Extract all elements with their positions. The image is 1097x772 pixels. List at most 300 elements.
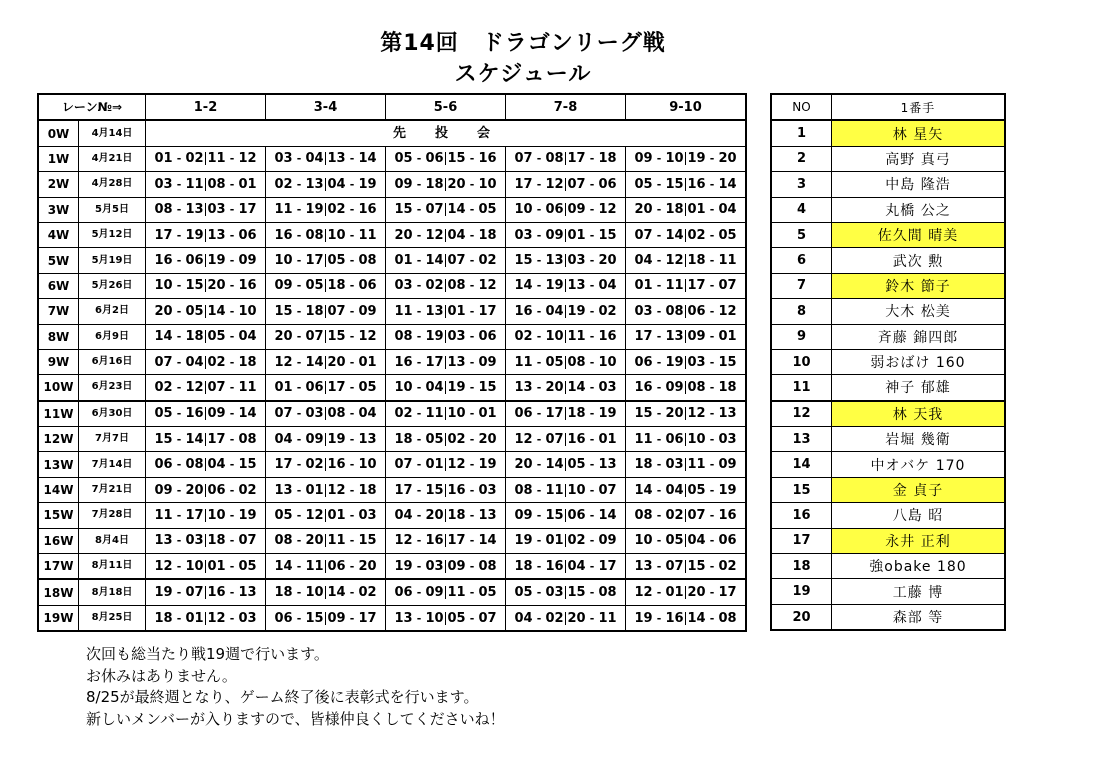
lane-matchups bbox=[626, 222, 747, 247]
vs-dash: - bbox=[229, 330, 235, 344]
player-number: 04 bbox=[305, 151, 324, 167]
player-number: 07 bbox=[634, 227, 653, 243]
player-number: 11 bbox=[305, 558, 324, 574]
vs-dash: - bbox=[469, 304, 475, 318]
lane-pair-group bbox=[386, 249, 505, 273]
matchup bbox=[325, 178, 378, 191]
matchup bbox=[633, 381, 685, 394]
lane-pair-group bbox=[626, 503, 745, 527]
player-number: 16 bbox=[545, 558, 564, 574]
player-number: 20 bbox=[718, 151, 737, 167]
vs-dash: - bbox=[296, 152, 302, 166]
lane-matchups bbox=[386, 554, 506, 580]
player-number: 09 bbox=[394, 176, 413, 192]
player-number: 14 bbox=[687, 610, 706, 626]
player-number: 20 bbox=[567, 610, 586, 626]
lane-matchups bbox=[626, 579, 747, 605]
player-number: 07 bbox=[514, 151, 533, 167]
lane-pair-group bbox=[146, 249, 265, 273]
vs-dash: - bbox=[416, 483, 422, 497]
player-number: 12 bbox=[478, 278, 497, 294]
lane-label: 1-2 bbox=[146, 94, 266, 120]
player-number: 11 bbox=[358, 227, 377, 243]
player-name: 強obake 180 bbox=[832, 554, 1006, 579]
matchup bbox=[393, 279, 445, 292]
player-number: 08 bbox=[514, 482, 533, 498]
player-row bbox=[771, 299, 1005, 324]
vs-dash: - bbox=[709, 483, 715, 497]
vs-dash: - bbox=[469, 559, 475, 573]
player-number: 02 bbox=[598, 303, 617, 319]
week-label: 15W bbox=[38, 503, 79, 528]
vs-dash: - bbox=[656, 508, 662, 522]
vs-dash: - bbox=[416, 152, 422, 166]
player-number: 16 bbox=[238, 278, 257, 294]
lane-matchups bbox=[146, 299, 266, 324]
week-date: 6月9日 bbox=[79, 324, 146, 349]
matchup bbox=[393, 305, 445, 318]
player-number: 14 bbox=[327, 585, 346, 601]
matchup bbox=[205, 178, 258, 191]
lane-pair-group bbox=[386, 147, 505, 171]
lane-pair-group bbox=[266, 198, 385, 222]
matchup bbox=[685, 612, 738, 625]
week-label: 11W bbox=[38, 401, 79, 427]
player-number: 07 bbox=[718, 278, 737, 294]
player-number: 19 bbox=[478, 457, 497, 473]
player-number: 15 bbox=[238, 457, 257, 473]
player-number: 15 bbox=[274, 303, 293, 319]
player-number: 13 bbox=[567, 278, 586, 294]
lane-matchups bbox=[386, 452, 506, 477]
vs-dash: - bbox=[349, 611, 355, 625]
player-number: 16 bbox=[447, 482, 466, 498]
player-number: 11 bbox=[207, 151, 226, 167]
player-number: 04 bbox=[665, 482, 684, 498]
vs-dash: - bbox=[709, 508, 715, 522]
matchup bbox=[273, 356, 325, 369]
lane-pair-group bbox=[386, 402, 505, 426]
player-number: 04 bbox=[185, 354, 204, 370]
vs-dash: - bbox=[296, 407, 302, 421]
player-number: 11 bbox=[394, 303, 413, 319]
schedule-row bbox=[38, 349, 746, 374]
week-date: 5月19日 bbox=[79, 248, 146, 273]
player-number: 13 bbox=[327, 151, 346, 167]
vs-dash: - bbox=[656, 407, 662, 421]
vs-dash: - bbox=[469, 177, 475, 191]
player-row bbox=[771, 604, 1005, 630]
vs-dash: - bbox=[709, 432, 715, 446]
vs-dash: - bbox=[416, 559, 422, 573]
lane-matchups bbox=[146, 349, 266, 374]
vs-dash: - bbox=[229, 254, 235, 268]
lane-matchups bbox=[386, 528, 506, 553]
vs-dash: - bbox=[709, 304, 715, 318]
player-number: 01 bbox=[478, 406, 497, 422]
lane-pair-group bbox=[266, 503, 385, 527]
vs-dash: - bbox=[589, 203, 595, 217]
vs-dash: - bbox=[589, 611, 595, 625]
player-number: 17 bbox=[327, 379, 346, 395]
vs-dash: - bbox=[469, 330, 475, 344]
matchup bbox=[273, 534, 325, 547]
vs-dash: - bbox=[296, 483, 302, 497]
player-number: 02 bbox=[327, 202, 346, 218]
lane-pair-group bbox=[506, 350, 625, 374]
vs-dash: - bbox=[469, 279, 475, 293]
vs-dash: - bbox=[589, 304, 595, 318]
player-row bbox=[771, 528, 1005, 553]
player-no: 6 bbox=[771, 248, 832, 273]
lane-matchups bbox=[386, 579, 506, 605]
matchup bbox=[685, 254, 738, 267]
vs-dash: - bbox=[296, 330, 302, 344]
player-number: 08 bbox=[478, 558, 497, 574]
lane-matchups bbox=[146, 324, 266, 349]
player-number: 17 bbox=[598, 558, 617, 574]
matchup bbox=[205, 586, 258, 599]
player-number: 14 bbox=[545, 457, 564, 473]
week-label: 0W bbox=[38, 120, 79, 146]
lane-pair-group bbox=[146, 529, 265, 553]
player-number: 08 bbox=[238, 431, 257, 447]
matchup bbox=[153, 433, 205, 446]
vs-dash: - bbox=[296, 279, 302, 293]
vs-dash: - bbox=[709, 407, 715, 421]
lane-pair-group bbox=[386, 606, 505, 630]
matchup bbox=[273, 330, 325, 343]
week-date: 6月30日 bbox=[79, 401, 146, 427]
matchup bbox=[325, 356, 378, 369]
player-number: 02 bbox=[447, 431, 466, 447]
lane-matchups bbox=[386, 401, 506, 427]
lane-matchups bbox=[146, 427, 266, 452]
player-number: 13 bbox=[154, 533, 173, 549]
vs-dash: - bbox=[349, 152, 355, 166]
lane-pair-group bbox=[386, 274, 505, 298]
player-number: 06 bbox=[154, 457, 173, 473]
vs-dash: - bbox=[296, 380, 302, 394]
lane-matchups bbox=[266, 554, 386, 580]
player-row bbox=[771, 579, 1005, 604]
player-number: 20 bbox=[274, 329, 293, 345]
player-no: 19 bbox=[771, 579, 832, 604]
lane-matchups bbox=[266, 349, 386, 374]
lane-pair-group bbox=[506, 274, 625, 298]
matchup bbox=[205, 203, 258, 216]
player-number: 10 bbox=[598, 354, 617, 370]
matchup bbox=[445, 203, 498, 216]
vs-dash: - bbox=[656, 203, 662, 217]
player-number: 10 bbox=[545, 329, 564, 345]
matchup bbox=[153, 458, 205, 471]
player-number: 07 bbox=[598, 482, 617, 498]
lane-pair-group bbox=[146, 427, 265, 451]
player-number: 01 bbox=[207, 558, 226, 574]
matchup bbox=[325, 229, 378, 242]
matchup bbox=[633, 484, 685, 497]
player-row bbox=[771, 248, 1005, 273]
week-label: 6W bbox=[38, 273, 79, 298]
lane-matchups bbox=[386, 222, 506, 247]
lane-pair-group bbox=[146, 223, 265, 247]
matchup bbox=[273, 254, 325, 267]
matchup bbox=[273, 458, 325, 471]
lane-pair-group bbox=[506, 478, 625, 502]
matchup bbox=[565, 279, 618, 292]
player-number: 12 bbox=[634, 585, 653, 601]
lane-matchups bbox=[626, 503, 747, 528]
vs-dash: - bbox=[349, 534, 355, 548]
player-number: 04 bbox=[238, 329, 257, 345]
player-number: 03 bbox=[545, 585, 564, 601]
player-number: 06 bbox=[358, 278, 377, 294]
vs-dash: - bbox=[589, 508, 595, 522]
player-number: 04 bbox=[274, 431, 293, 447]
player-name: 武次 勲 bbox=[832, 248, 1006, 273]
player-number: 04 bbox=[545, 303, 564, 319]
player-number: 19 bbox=[634, 610, 653, 626]
player-number: 18 bbox=[274, 585, 293, 601]
player-number: 19 bbox=[327, 431, 346, 447]
matchup bbox=[205, 509, 258, 522]
player-number: 16 bbox=[514, 303, 533, 319]
player-number: 18 bbox=[327, 278, 346, 294]
player-number: 01 bbox=[358, 354, 377, 370]
lane-matchups bbox=[146, 248, 266, 273]
player-number: 08 bbox=[274, 533, 293, 549]
matchup bbox=[685, 305, 738, 318]
vs-dash: - bbox=[349, 279, 355, 293]
player-number: 16 bbox=[598, 329, 617, 345]
player-number: 17 bbox=[447, 533, 466, 549]
player-number: 12 bbox=[305, 507, 324, 523]
matchup bbox=[565, 484, 618, 497]
week-date: 4月28日 bbox=[79, 172, 146, 197]
player-number: 16 bbox=[394, 354, 413, 370]
player-number: 02 bbox=[718, 558, 737, 574]
matchup bbox=[565, 586, 618, 599]
vs-dash: - bbox=[176, 355, 182, 369]
player-number: 01 bbox=[238, 176, 257, 192]
vs-dash: - bbox=[416, 534, 422, 548]
lane-pair-group bbox=[626, 274, 745, 298]
vs-dash: - bbox=[469, 432, 475, 446]
vs-dash: - bbox=[536, 152, 542, 166]
vs-dash: - bbox=[229, 279, 235, 293]
player-name: 弱おばけ 160 bbox=[832, 349, 1006, 374]
schedule-row bbox=[38, 299, 746, 324]
matchup bbox=[205, 356, 258, 369]
player-number: 09 bbox=[447, 558, 466, 574]
player-number: 01 bbox=[305, 482, 324, 498]
player-number: 20 bbox=[514, 457, 533, 473]
vs-dash: - bbox=[536, 355, 542, 369]
player-number: 08 bbox=[305, 227, 324, 243]
vs-dash: - bbox=[536, 432, 542, 446]
matchup bbox=[205, 305, 258, 318]
vs-dash: - bbox=[709, 458, 715, 472]
vs-dash: - bbox=[656, 559, 662, 573]
player-name: 鈴木 節子 bbox=[832, 273, 1006, 298]
vs-dash: - bbox=[589, 380, 595, 394]
vs-dash: - bbox=[416, 330, 422, 344]
header-name: 1番手 bbox=[832, 94, 1006, 120]
lane-pair-group bbox=[626, 453, 745, 477]
vs-dash: - bbox=[416, 458, 422, 472]
week-date: 7月14日 bbox=[79, 452, 146, 477]
matchup bbox=[153, 407, 205, 420]
lane-matchups bbox=[146, 172, 266, 197]
matchup bbox=[273, 203, 325, 216]
lane-pair-group bbox=[626, 554, 745, 578]
lane-pair-group bbox=[386, 350, 505, 374]
lane-matchups bbox=[266, 324, 386, 349]
player-number: 18 bbox=[718, 379, 737, 395]
player-number: 04 bbox=[207, 457, 226, 473]
matchup bbox=[565, 330, 618, 343]
player-number: 05 bbox=[154, 406, 173, 422]
player-number: 07 bbox=[425, 202, 444, 218]
lane-pair-group bbox=[266, 325, 385, 349]
player-number: 11 bbox=[598, 610, 617, 626]
player-no: 11 bbox=[771, 375, 832, 401]
player-number: 05 bbox=[394, 151, 413, 167]
player-number: 08 bbox=[718, 610, 737, 626]
vs-dash: - bbox=[416, 279, 422, 293]
player-row bbox=[771, 146, 1005, 171]
schedule-row bbox=[38, 528, 746, 553]
vs-dash: - bbox=[536, 508, 542, 522]
player-number: 15 bbox=[567, 585, 586, 601]
week-date: 5月5日 bbox=[79, 197, 146, 222]
vs-dash: - bbox=[416, 355, 422, 369]
lane-pair-group bbox=[386, 478, 505, 502]
player-number: 10 bbox=[305, 585, 324, 601]
matchup bbox=[685, 586, 738, 599]
matchup bbox=[393, 330, 445, 343]
player-no: 9 bbox=[771, 324, 832, 349]
player-name: 林 天我 bbox=[832, 401, 1006, 427]
player-number: 10 bbox=[394, 379, 413, 395]
player-number: 05 bbox=[327, 253, 346, 269]
vs-dash: - bbox=[176, 254, 182, 268]
matchup bbox=[153, 305, 205, 318]
player-number: 15 bbox=[687, 558, 706, 574]
player-number: 09 bbox=[274, 278, 293, 294]
lane-matchups bbox=[386, 248, 506, 273]
lane-pair-group bbox=[266, 299, 385, 323]
vs-dash: - bbox=[536, 203, 542, 217]
lane-matchups bbox=[506, 146, 626, 171]
player-number: 14 bbox=[238, 406, 257, 422]
player-number: 16 bbox=[327, 457, 346, 473]
lane-matchups bbox=[386, 427, 506, 452]
player-number: 06 bbox=[478, 329, 497, 345]
matchup bbox=[633, 433, 685, 446]
matchup bbox=[513, 534, 565, 547]
player-number: 17 bbox=[478, 303, 497, 319]
vs-dash: - bbox=[589, 177, 595, 191]
week-label: 12W bbox=[38, 427, 79, 452]
vs-dash: - bbox=[536, 304, 542, 318]
player-number: 14 bbox=[358, 151, 377, 167]
matchup bbox=[153, 152, 205, 165]
player-number: 11 bbox=[545, 482, 564, 498]
matchup bbox=[445, 229, 498, 242]
vs-dash: - bbox=[229, 203, 235, 217]
lane-pair-group bbox=[506, 402, 625, 426]
player-number: 17 bbox=[567, 151, 586, 167]
player-number: 11 bbox=[274, 202, 293, 218]
player-number: 13 bbox=[238, 585, 257, 601]
vs-dash: - bbox=[349, 407, 355, 421]
player-number: 12 bbox=[718, 303, 737, 319]
vs-dash: - bbox=[349, 304, 355, 318]
player-no: 5 bbox=[771, 222, 832, 247]
vs-dash: - bbox=[416, 254, 422, 268]
player-number: 11 bbox=[514, 354, 533, 370]
player-number: 01 bbox=[154, 151, 173, 167]
player-number: 01 bbox=[327, 507, 346, 523]
matchup bbox=[513, 484, 565, 497]
player-no: 4 bbox=[771, 197, 832, 222]
player-name: 森部 等 bbox=[832, 604, 1006, 630]
vs-dash: - bbox=[709, 534, 715, 548]
vs-dash: - bbox=[589, 330, 595, 344]
vs-dash: - bbox=[296, 254, 302, 268]
player-number: 10 bbox=[274, 253, 293, 269]
lane-matchups bbox=[506, 605, 626, 631]
vs-dash: - bbox=[176, 458, 182, 472]
vs-dash: - bbox=[176, 228, 182, 242]
lane-matchups bbox=[146, 375, 266, 401]
matchup bbox=[565, 534, 618, 547]
matchup bbox=[513, 612, 565, 625]
player-number: 15 bbox=[478, 379, 497, 395]
lane-label: 7-8 bbox=[506, 94, 626, 120]
vs-dash: - bbox=[296, 534, 302, 548]
player-number: 10 bbox=[358, 457, 377, 473]
week-label: 19W bbox=[38, 605, 79, 631]
player-name: 林 星矢 bbox=[832, 120, 1006, 146]
player-number: 14 bbox=[154, 329, 173, 345]
matchup bbox=[273, 484, 325, 497]
player-number: 09 bbox=[634, 151, 653, 167]
matchup bbox=[393, 586, 445, 599]
week-label: 2W bbox=[38, 172, 79, 197]
matchup bbox=[325, 152, 378, 165]
player-number: 12 bbox=[425, 227, 444, 243]
player-number: 05 bbox=[207, 329, 226, 345]
lane-pair-group bbox=[506, 249, 625, 273]
player-number: 01 bbox=[425, 457, 444, 473]
player-number: 03 bbox=[425, 558, 444, 574]
lane-matchups bbox=[386, 273, 506, 298]
lane-pair-group bbox=[386, 375, 505, 399]
matchup bbox=[565, 254, 618, 267]
matchup bbox=[205, 484, 258, 497]
player-number: 03 bbox=[665, 457, 684, 473]
vs-dash: - bbox=[589, 355, 595, 369]
week-date: 5月26日 bbox=[79, 273, 146, 298]
player-number: 02 bbox=[394, 406, 413, 422]
player-no: 16 bbox=[771, 503, 832, 528]
player-number: 04 bbox=[567, 558, 586, 574]
matchup bbox=[513, 330, 565, 343]
vs-dash: - bbox=[176, 152, 182, 166]
